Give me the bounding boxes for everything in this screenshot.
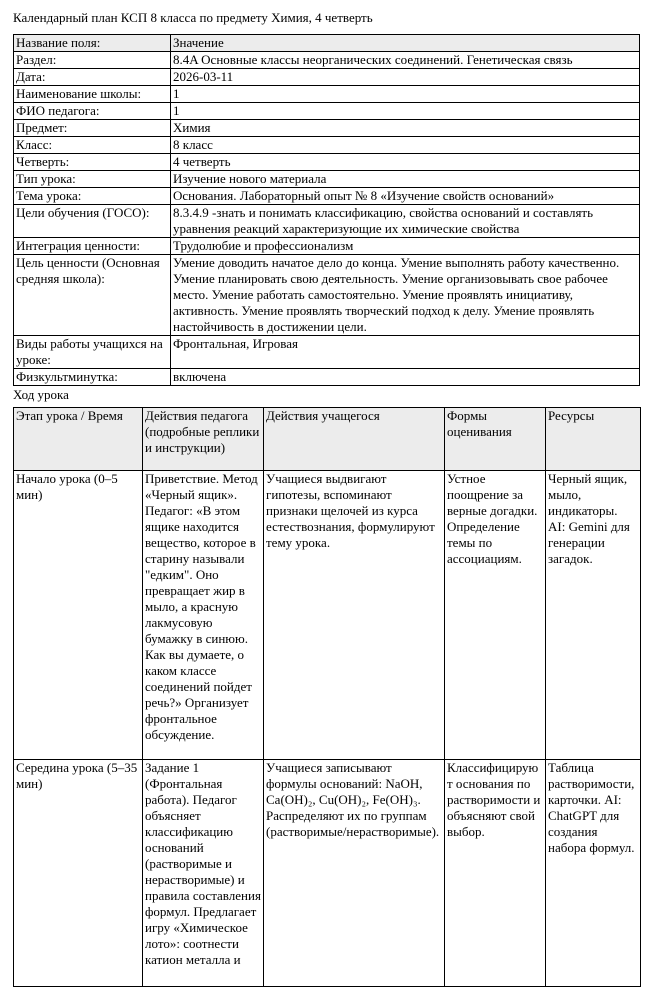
header-teacher: Действия педагога (подробные реплики и инструкции) [143, 408, 264, 471]
field-value: Изучение нового материала [171, 171, 640, 188]
table-row [14, 52, 640, 69]
lesson-progress-heading: Ход урока [13, 387, 69, 402]
field-label: Четверть: [14, 154, 171, 171]
field-label: Цель ценности (Основная средняя школа): [14, 255, 171, 336]
header-student: Действия учащегося [264, 408, 445, 471]
plan-cell-assessment: Классифицирую т основания по растворимости и объясняют свой выбор. [445, 760, 546, 987]
field-label: Раздел: [14, 52, 171, 69]
lesson-info-table [13, 34, 640, 386]
plan-cell-stage: Начало урока (0–5 мин) [14, 471, 143, 760]
field-value: 4 четверть [171, 154, 640, 171]
table-row [14, 137, 640, 154]
field-label: Предмет: [14, 120, 171, 137]
field-value: Фронтальная, Игровая [171, 336, 640, 369]
field-label: Цели обучения (ГОСО): [14, 205, 171, 238]
plan-cell-stage: Середина урока (5–35 мин) [14, 760, 143, 987]
table-row [14, 120, 640, 137]
field-value: 8.3.4.9 -знать и понимать классификацию, свойства оснований и составлять уравнения реакций характеризующие их химические свойства [171, 205, 640, 238]
table-row [14, 69, 640, 86]
field-value: 1 [171, 86, 640, 103]
field-value: 1 [171, 103, 640, 120]
plan-cell-resources: Таблица растворимости, карточки. AI: ChatGPT для создания набора формул. [546, 760, 641, 987]
field-label: Физкультминутка: [14, 369, 171, 386]
table-row [14, 471, 641, 760]
field-label: Интеграция ценности: [14, 238, 171, 255]
table-row [14, 760, 641, 987]
field-value: Основания. Лабораторный опыт № 8 «Изучение свойств оснований» [171, 188, 640, 205]
table-row [14, 188, 640, 205]
header-assessment: Формы оценивания [445, 408, 546, 471]
table-row [14, 171, 640, 188]
header-value: Значение [171, 35, 640, 52]
plan-cell-student: Учащиеся выдвигают гипотезы, вспоминают признаки щелочей из курса естествознания, формулируют тему урока. [264, 471, 445, 760]
field-label: Наименование школы: [14, 86, 171, 103]
header-resources: Ресурсы [546, 408, 641, 471]
field-label: Класс: [14, 137, 171, 154]
table-row [14, 238, 640, 255]
table-row [14, 255, 640, 336]
header-field: Название поля: [14, 35, 171, 52]
field-label: Тип урока: [14, 171, 171, 188]
field-label: Дата: [14, 69, 171, 86]
table-row [14, 205, 640, 238]
field-value: 8 класс [171, 137, 640, 154]
plan-cell-assessment: Устное поощрение за верные догадки. Определение темы по ассоциациям. [445, 471, 546, 760]
table-row [14, 103, 640, 120]
field-label: Тема урока: [14, 188, 171, 205]
table-row [14, 86, 640, 103]
field-label: Виды работы учащихся на уроке: [14, 336, 171, 369]
header-stage: Этап урока / Время [14, 408, 143, 471]
field-value: 2026-03-11 [171, 69, 640, 86]
table-row [14, 336, 640, 369]
field-value: Умение доводить начатое дело до конца. Умение выполнять работу качественно. Умение планировать свою деятельность. Умение организовывать свое рабочее место. Умение работать самостоятельно. Умение проявлять инициативу, активность. Умение проявлять творческий подход к делу. Умение проявлять настойчивость в достижении цели. [171, 255, 640, 336]
field-value: включена [171, 369, 640, 386]
document-title: Календарный план КСП 8 класса по предмету Химия, 4 четверть [13, 10, 373, 25]
plan-header-row [14, 408, 641, 471]
plan-cell-teacher: Приветствие. Метод «Черный ящик». Педагог: «В этом ящике находится вещество, которое в старину называли "едким". Оно превращает жир в мыло, а красную лакмусовую бумажку в синюю. Как вы думаете, о каком классе соединений пойдет речь?» Организует фронтальное обсуждение. [143, 471, 264, 760]
field-value: Трудолюбие и профессионализм [171, 238, 640, 255]
field-label: ФИО педагога: [14, 103, 171, 120]
plan-cell-teacher: Задание 1 (Фронтальная работа). Педагог объясняет классификацию оснований (растворимые и нерастворимые) и правила составления формул. Предлагает игру «Химическое лото»: соотнести катион металла и [143, 760, 264, 987]
field-value: Химия [171, 120, 640, 137]
table-row [14, 154, 640, 171]
table-header-row [14, 35, 640, 52]
field-value: 8.4A Основные классы неорганических соединений. Генетическая связь [171, 52, 640, 69]
plan-cell-student: Учащиеся записывают формулы оснований: NaOH, Ca(OH)₂, Cu(OH)₂, Fe(OH)₃. Распределяют их по группам (растворимые/нерастворимые). [264, 760, 445, 987]
table-row [14, 369, 640, 386]
lesson-plan-table [13, 407, 641, 987]
plan-cell-resources: Черный ящик, мыло, индикаторы. AI: Gemini для генерации загадок. [546, 471, 641, 760]
